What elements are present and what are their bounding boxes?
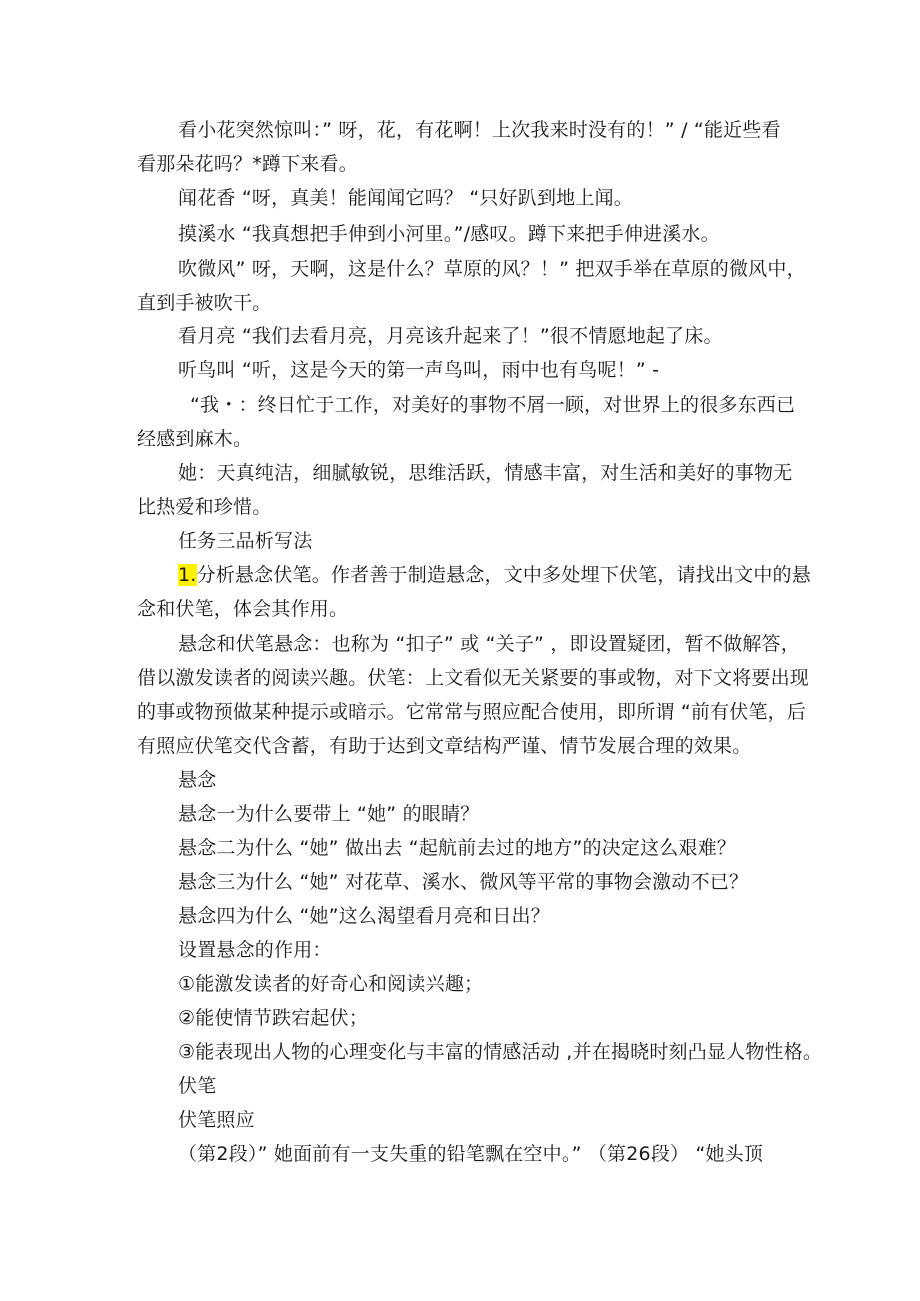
text-line: 借以激发读者的阅读兴趣。伏笔：上文看似无关紧要的事或物，对下文将要出现 xyxy=(137,667,810,689)
text-line: 她：天真纯洁，细腻敏锐，思维活跃，情感丰富，对生活和美好的事物无 xyxy=(178,462,793,484)
text-line: 摸溪水 “我真想把手伸到小河里。”/感叹。蹲下来把手伸进溪水。 xyxy=(178,223,720,245)
text-line: ②能使情节跌宕起伏； xyxy=(178,1007,369,1029)
text-line: 悬念和伏笔悬念：也称为 “扣子” 或 “关子” ，即设置疑团，暂不做解答， xyxy=(178,633,800,655)
text-line: 比热爱和珍惜。 xyxy=(137,496,272,518)
text-line: （第2段）” 她面前有一支失重的铅笔飘在空中。” （第26段） “她头顶 xyxy=(178,1143,764,1165)
text-line: 悬念三为什么 “她” 对花草、溪水、微风等平常的事物会激动不已？ xyxy=(178,871,749,893)
text-line: 看小花突然惊叫：” 呀，花，有花啊！上次我来时没有的！” / “能近些看 xyxy=(178,119,781,141)
text-line: 看那朵花吗？*蹲下来看。 xyxy=(137,153,358,175)
text-line: 的事或物预做某种提示或暗示。它常常与照应配合使用，即所谓 “前有伏笔，后 xyxy=(137,701,807,723)
text-line: 悬念二为什么 “她” 做出去 “起航前去过的地方”的决定这么艰难？ xyxy=(178,837,737,859)
subheading: 伏笔 xyxy=(178,1075,217,1097)
subheading: 悬念 xyxy=(178,769,217,791)
text-line: 有照应伏笔交代含蓄，有助于达到文章结构严谨、情节发展合理的效果。 xyxy=(137,735,752,757)
text-line: “我・：终日忙于工作，对美好的事物不屑一顾，对世界上的很多东西已 xyxy=(190,394,796,416)
text-line: 悬念一为什么要带上 “她” 的眼睛？ xyxy=(178,803,480,825)
text-line: 直到手被吹干。 xyxy=(137,292,272,314)
section-heading: 任务三品析写法 xyxy=(178,530,313,552)
highlighted-item-number: 1. xyxy=(178,564,197,586)
text-line: 吹微风” 呀，天啊，这是什么？草原的风？！” 把双手举在草原的微风中， xyxy=(178,258,806,280)
text-line: 设置悬念的作用： xyxy=(178,939,332,961)
text-line: 悬念四为什么 “她”这么渴望看月亮和日出？ xyxy=(178,905,550,927)
item-text: 分析悬念伏笔。作者善于制造悬念，文中多处埋下伏笔，请找出文中的悬 xyxy=(196,564,811,586)
subheading: 伏笔照应 xyxy=(178,1109,255,1131)
text-line: ①能激发读者的好奇心和阅读兴趣； xyxy=(178,973,484,995)
text-line: 经感到麻木。 xyxy=(137,428,253,450)
text-line: 闻花香 “呀，真美！能闻闻它吗？ “只好趴到地上闻。 xyxy=(178,187,633,209)
text-line: 听鸟叫 “听，这是今天的第一声鸟叫，雨中也有鸟呢！” - xyxy=(178,359,660,381)
text-line: 看月亮 “我们去看月亮，月亮该升起来了！”很不情愿地起了床。 xyxy=(178,325,723,347)
text-line xyxy=(178,563,811,587)
text-line: 念和伏笔，体会其作用。 xyxy=(137,598,349,620)
text-line: ③能表现出人物的心理变化与丰富的情感活动 ,并在揭晓时刻凸显人物性格。 xyxy=(178,1041,823,1063)
